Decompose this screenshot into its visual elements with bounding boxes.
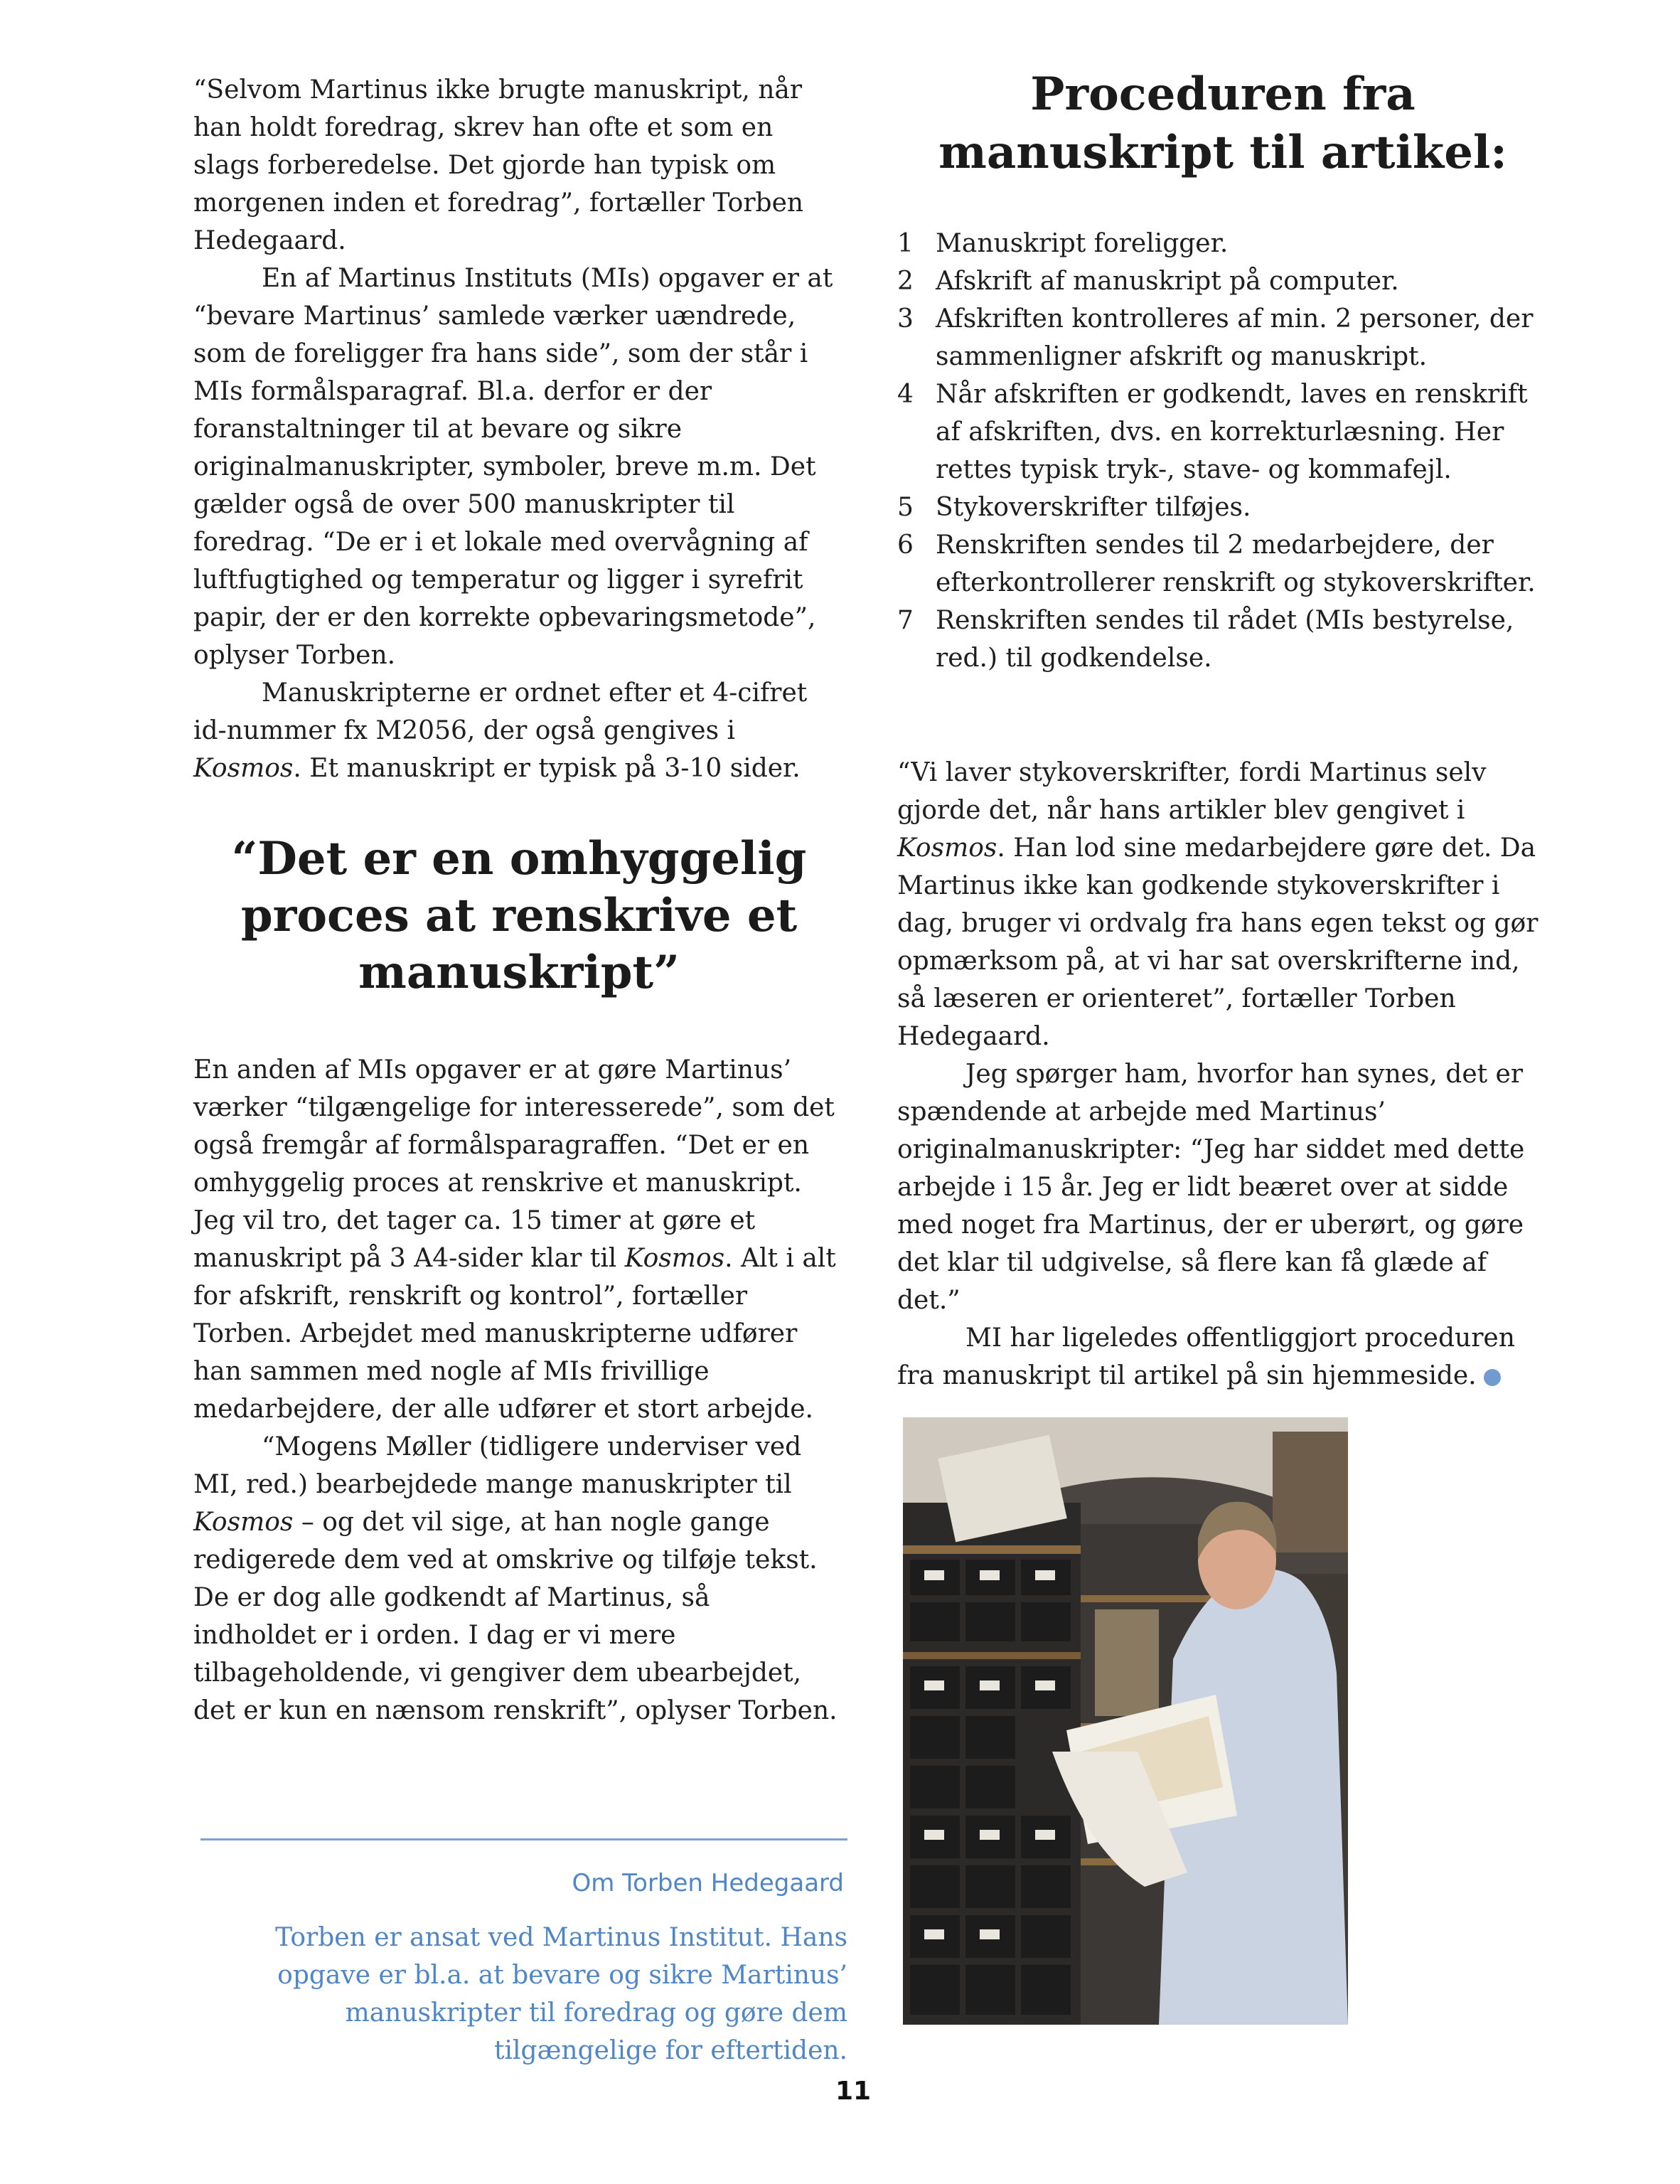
page-number: 11 <box>835 2077 872 2106</box>
bio-title: Om Torben Hedegaard <box>572 1869 844 1897</box>
step-number: 1 <box>897 229 914 258</box>
paragraph: Manuskripterne er ordnet efter et 4-cifret id-nummer fx M2056, der også gengives i Kosmos. Et manuskript er typisk på 3-10 sider. <box>193 678 808 783</box>
step-number: 4 <box>897 380 914 409</box>
right-column-middle <box>897 754 1551 1395</box>
archive-photo-illustration <box>903 1417 1348 2025</box>
step-number: 5 <box>897 493 914 522</box>
procedure-step <box>897 526 1551 602</box>
bio-text: Torben er ansat ved Martinus Institut. Hans opgave er bl.a. at bevare og sikre Martinus’ manuskripter til foredrag og gøre dem tilgængelige for eftertiden. <box>275 1923 847 2065</box>
procedure-list <box>897 225 1551 677</box>
step-number: 7 <box>897 606 914 635</box>
step-text: Manuskript foreligger. <box>936 229 1229 258</box>
procedure-step <box>897 225 1551 262</box>
step-text: Stykoverskrifter tilføjes. <box>936 493 1251 522</box>
procedure-heading: Proceduren fra manuskript til artikel: <box>938 68 1507 179</box>
procedure-step <box>897 489 1551 526</box>
paragraph: Jeg spørger ham, hvorfor han synes, det er spændende at arbejde med Martinus’ originalmanuskripter: “Jeg har siddet med dette arbejde i 15 år. Jeg er lidt beæret over at sidde med noget fra Martinus, der er uberørt, og gøre det klar til udgivelse, så flere kan få glæde af det.” <box>897 1060 1525 1315</box>
step-text: Afskriften kontrolleres af min. 2 personer, der sammenligner afskrift og manuskript. <box>936 304 1534 371</box>
paragraph: “Selvom Martinus ikke brugte manuskript, når han holdt foredrag, skrev han ofte et som en slags forberedelse. Det gjorde han typisk om morgenen inden et foredrag”, fortæller Torben Hedegaard. <box>193 75 804 255</box>
step-number: 3 <box>897 304 914 334</box>
paragraph: “Mogens Møller (tidligere underviser ved MI, red.) bearbejdede mange manuskripter til Kosmos – og det vil sige, at han nogle gange redigerede dem ved at omskrive og tilføje tekst. De er dog alle godkendt af Martinus, så indholdet er i orden. I dag er vi mere tilbageholdende, vi gengiver dem ubearbejdet, det er kun en nænsom renskrift”, oplyser Torben. <box>193 1432 838 1725</box>
step-text: Afskrift af manuskript på computer. <box>936 267 1399 296</box>
step-text: Når afskriften er godkendt, laves en renskrift af afskriften, dvs. en korrekturlæsning. Her rettes typisk tryk-, stave- og kommafejl. <box>936 380 1528 484</box>
paragraph: “Vi laver stykoverskrifter, fordi Martinus selv gjorde det, når hans artikler blev gengivet i Kosmos. Han lod sine medarbejdere gøre det. Da Martinus ikke kan godkende stykoverskrifter i dag, bruger vi ordvalg fra hans egen tekst og gør opmærksom på, at vi har sat overskrifterne ind, så læseren er orienteret”, fortæller Torben Hedegaard. <box>897 758 1539 1051</box>
archive-photo <box>903 1417 1348 2025</box>
procedure-step <box>897 262 1551 300</box>
step-number: 6 <box>897 531 914 560</box>
procedure-step <box>897 300 1551 375</box>
left-column-middle <box>193 1051 840 1730</box>
procedure-step <box>897 602 1551 677</box>
step-text: Renskriften sendes til rådet (MIs bestyrelse, red.) til godkendelse. <box>936 606 1514 673</box>
paragraph: En af Martinus Instituts (MIs) opgaver er at “bevare Martinus’ samlede værker uændrede, som de foreligger fra hans side”, som der står i MIs formålsparagraf. Bl.a. derfor er der foranstaltninger til at bevare og sikre originalmanuskripter, symboler, breve m.m. Det gælder også de over 500 manuskripter til foredrag. “De er i et lokale med overvågning af luftfugtighed og temperatur og ligger i syrefrit papir, der er den korrekte opbevaringsmetode”, oplyser Torben. <box>193 264 833 670</box>
step-text: Renskriften sendes til 2 medarbejdere, der efterkontrollerer renskrift og stykoverskrifter. <box>936 531 1536 597</box>
pull-quote: “Det er en omhyggelig proces at renskrive et manuskript” <box>231 832 807 999</box>
end-mark-dot-icon <box>1484 1369 1501 1386</box>
procedure-step <box>897 375 1551 489</box>
step-number: 2 <box>897 267 914 296</box>
paragraph: MI har ligeledes offentliggjort proceduren fra manuskript til artikel på sin hjemmeside. <box>897 1323 1515 1390</box>
paragraph: En anden af MIs opgaver er at gøre Martinus’ værker “tilgængelige for interesserede”, som det også fremgår af formålsparagraffen. “Det er en omhyggelig proces at renskrive et manuskript. Jeg vil tro, det tager ca. 15 timer at gøre et manuskript på 3 A4-sider klar til Kosmos. Alt i alt for afskrift, renskrift og kontrol”, fortæller Torben. Arbejdet med manuskripterne udfører han sammen med nogle af MIs frivillige medarbejdere, der alle udfører et stort arbejde. <box>193 1055 836 1424</box>
left-column-top <box>193 71 840 787</box>
bio-divider <box>200 1838 847 1841</box>
